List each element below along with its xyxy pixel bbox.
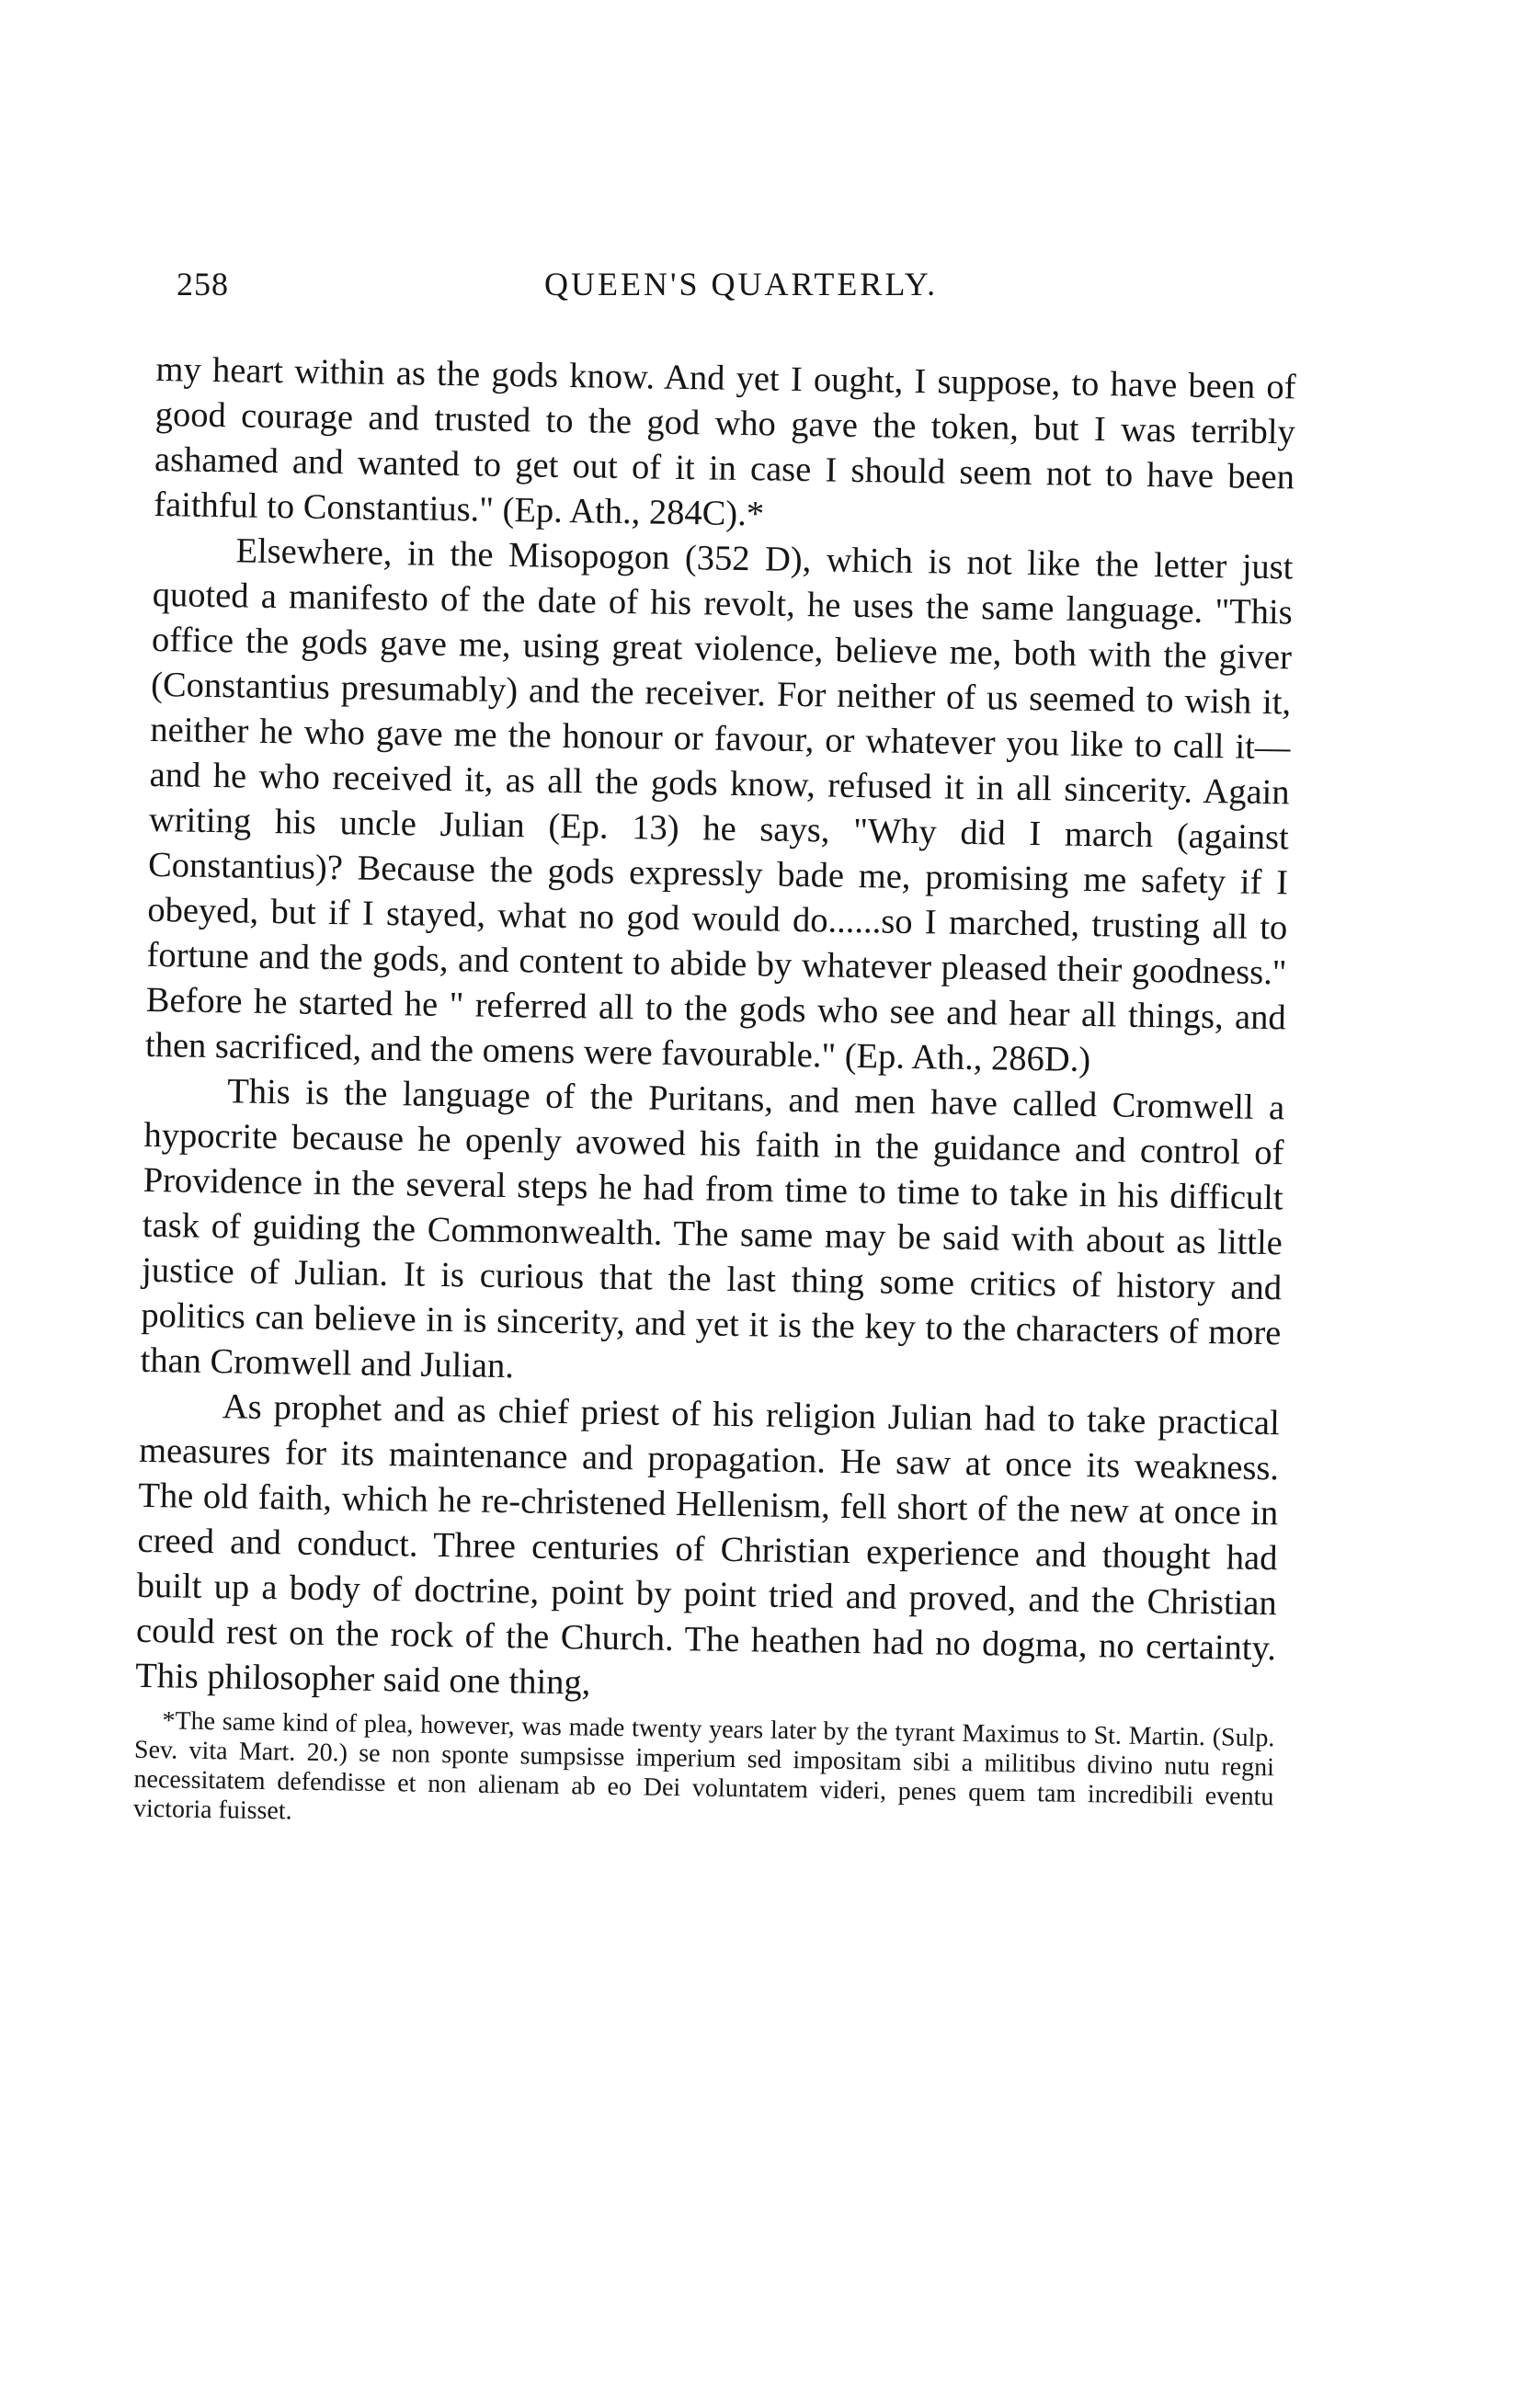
page-header — [177, 265, 1298, 311]
paragraph-continued: my heart within as the gods know. And yet I ought, I suppose, to have been of good courage and trusted to the god who gave the token, but I was terribly ashamed and wanted to get out of it in case I should seem not to have been faithful to Constantius." (Ep. Ath., 284C).* — [153, 349, 1296, 534]
running-title: QUEEN'S QUARTERLY. — [544, 266, 939, 302]
body-text — [133, 348, 1296, 1841]
paragraph-misopogon: Elsewhere, in the Misopogon (352 D), which is not like the letter just quoted a manifesto of the date of his revolt, he uses the same language. "This office the gods gave me, using great violence, believe me, both with the giver (Constantius presumably) and the receiver. For neither of us seemed to wish it, neither he who gave me the honour or favour, or whatever you like to call it—and he who received it, as all the gods know, refused it in all sincerity. Again writing his uncle Julian (Ep. 13) he says, "Why did I march (against Constantius)? Because the gods expressly bade me, promising me safety if I obeyed, but if I stayed, what no god would do......so I marched, trusting all to fortune and the gods, and content to abide by whatever pleased their goodness." Before he started he " referred all to the gods who see and hear all things, and then sacrificed, and the omens were favourable." (Ep. Ath., 286D.) — [144, 531, 1294, 1080]
paragraph-prophet: As prophet and as chief priest of his religion Julian had to take practical measures for its maintenance and propagation. He saw at once its weakness. The old faith, which he re-christened Hellenism, fell short of the new at once in creed and conduct. Three centuries of Christian experience and thought had built up a body of doctrine, point by point tried and proved, and the Christian could rest on the rock of the Church. The heathen had no dogma, no certainty. This philosopher said one thing, — [134, 1387, 1281, 1703]
page-number: 258 — [177, 266, 229, 302]
footnote: *The same kind of plea, however, was made twenty years later by the tyrant Maximus to St. Martin. (Sulp. Sev. vita Mart. 20.) se non sponte sumpsisse imperium sed impositam sibi a militibus divino nutu regni necessitatem defendisse et non alienam ab eo Dei voluntatem videri, penes quem tam incredibili eventu victoria fuisset. — [132, 1706, 1275, 1826]
paragraph-puritans: This is the language of the Puritans, and men have called Cromwell a hypocrite because he openly avowed his faith in the guidance and control of Providence in the several steps he had from time to time to take in his difficult task of guiding the Commonwealth. The same may be said with about as little justice of Julian. It is curious that the last thing some critics of history and politics can believe in is sincerity, and yet it is the key to the characters of more than Cromwell and Julian. — [140, 1072, 1285, 1386]
